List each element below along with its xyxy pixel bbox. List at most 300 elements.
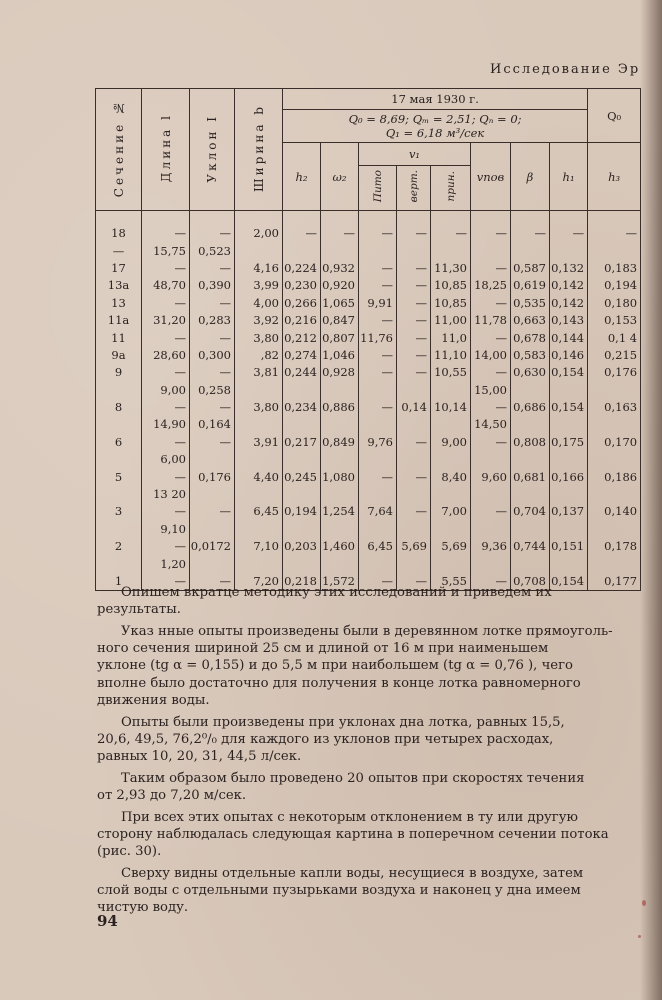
table-cell: —: [359, 364, 397, 381]
table-cell: —: [471, 573, 511, 591]
table-cell: 0,807: [321, 329, 359, 346]
table-cell: 10,55: [431, 364, 471, 381]
table-cell: [283, 555, 321, 572]
table-cell: [397, 382, 431, 399]
table-cell: [511, 451, 550, 468]
table-cell: [397, 242, 431, 259]
header-h2: h₂: [283, 143, 321, 211]
table-cell: [321, 555, 359, 572]
table-cell: —: [359, 225, 397, 242]
table-cell: 14,50: [471, 416, 511, 433]
table-cell: 0,143: [550, 312, 588, 329]
table-cell: 0,630: [511, 364, 550, 381]
table-cell: ,82: [235, 347, 283, 364]
table-cell: —: [397, 295, 431, 312]
table-cell: [397, 416, 431, 433]
table-cell: 4,16: [235, 260, 283, 277]
table-cell: [96, 382, 142, 399]
header-pito: Пито: [359, 166, 397, 211]
table-cell: 3,92: [235, 312, 283, 329]
table-cell: [321, 382, 359, 399]
table-cell: 0,663: [511, 312, 550, 329]
table-cell: 0,704: [511, 503, 550, 520]
table-cell: 7,20: [235, 573, 283, 591]
table-cell: 0,183: [588, 260, 641, 277]
table-cell: 0,153: [588, 312, 641, 329]
table-cell: 9,76: [359, 434, 397, 451]
table-cell: 1: [96, 573, 142, 591]
table-cell: —: [321, 225, 359, 242]
table-cell: —: [142, 329, 190, 346]
table-cell: 11,78: [471, 312, 511, 329]
table-cell: 1,20: [142, 555, 190, 572]
table-cell: [359, 382, 397, 399]
table-cell: —: [190, 260, 235, 277]
table-cell: 0,154: [550, 364, 588, 381]
table-cell: —: [96, 242, 142, 259]
table-cell: 0,180: [588, 295, 641, 312]
table-cell: [321, 521, 359, 538]
table-cell: 0,808: [511, 434, 550, 451]
table-cell: [359, 486, 397, 503]
table-cell: [96, 416, 142, 433]
table-cell: 10,14: [431, 399, 471, 416]
measurement-table: [95, 88, 641, 591]
paragraph-line: Опыты были произведены при уклонах дна лотка, равных 15,5,: [121, 715, 565, 730]
table-cell: 11,10: [431, 347, 471, 364]
table-cell: 0,215: [588, 347, 641, 364]
table-cell: 9,00: [142, 382, 190, 399]
paragraph-line: Опишем вкратце методику этих исследований и приведем их: [121, 585, 552, 600]
table-cell: 4,40: [235, 468, 283, 485]
table-cell: 5: [96, 468, 142, 485]
table-cell: —: [397, 312, 431, 329]
table-cell: 8,40: [431, 468, 471, 485]
table-cell: 2,00: [235, 225, 283, 242]
table-cell: 0,142: [550, 295, 588, 312]
table-cell: 0,151: [550, 538, 588, 555]
table-cell: —: [190, 434, 235, 451]
table-cell: 13: [96, 295, 142, 312]
table-cell: [190, 451, 235, 468]
table-row: [96, 555, 641, 572]
table-cell: 11,00: [431, 312, 471, 329]
table-cell: 0,177: [588, 573, 641, 591]
table-cell: [471, 555, 511, 572]
table-cell: 11а: [96, 312, 142, 329]
table-cell: 0,218: [283, 573, 321, 591]
table-cell: 31,20: [142, 312, 190, 329]
table-cell: [235, 521, 283, 538]
table-cell: [431, 486, 471, 503]
table-cell: —: [397, 260, 431, 277]
table-cell: [431, 451, 471, 468]
table-cell: 3,81: [235, 364, 283, 381]
table-row: [96, 416, 641, 433]
table-cell: 1,254: [321, 503, 359, 520]
table-cell: [550, 451, 588, 468]
table-cell: 0,678: [511, 329, 550, 346]
table-row: [96, 347, 641, 364]
table-cell: [321, 486, 359, 503]
paragraph-line: Сверху видны отдельные капли воды, несущиеся в воздухе, затем: [121, 866, 584, 881]
table-cell: —: [359, 399, 397, 416]
header-date: 17 мая 1930 г.: [283, 89, 588, 110]
table-cell: —: [397, 434, 431, 451]
table-cell: [511, 486, 550, 503]
table-cell: 10,85: [431, 295, 471, 312]
table-cell: [235, 555, 283, 572]
table-cell: [431, 521, 471, 538]
table-cell: [431, 382, 471, 399]
table-cell: —: [190, 399, 235, 416]
table-cell: —: [471, 503, 511, 520]
table-row: [96, 399, 641, 416]
table-cell: 0,212: [283, 329, 321, 346]
table-cell: —: [359, 468, 397, 485]
paragraph-line: вполне было достаточно для получения в конце лотка равномерного: [97, 676, 581, 691]
table-cell: —: [142, 399, 190, 416]
table-cell: [550, 555, 588, 572]
table-cell: 0,0172: [190, 538, 235, 555]
table-row: [96, 538, 641, 555]
table-cell: —: [190, 225, 235, 242]
table-row: [96, 486, 641, 503]
table-cell: [397, 451, 431, 468]
table-cell: —: [471, 329, 511, 346]
table-cell: —: [550, 225, 588, 242]
table-cell: —: [190, 295, 235, 312]
table-cell: 0,523: [190, 242, 235, 259]
table-row: [96, 295, 641, 312]
table-cell: 0,164: [190, 416, 235, 433]
table-cell: [359, 521, 397, 538]
table-cell: —: [142, 295, 190, 312]
table-cell: —: [190, 503, 235, 520]
table-cell: [588, 521, 641, 538]
ink-speck: [642, 900, 646, 906]
table-cell: [397, 521, 431, 538]
table-cell: [96, 451, 142, 468]
table-cell: [235, 451, 283, 468]
table-cell: 0,886: [321, 399, 359, 416]
table-body: [96, 211, 641, 591]
table-row: [96, 434, 641, 451]
table-cell: 9,36: [471, 538, 511, 555]
table-row: [96, 503, 641, 520]
table-cell: [431, 416, 471, 433]
paragraph-line: уклоне (tg α = 0,155) и до 5,5 м при наибольшем (tg α = 0,76 ), чего: [97, 658, 573, 673]
paragraph-line: результаты.: [97, 602, 181, 617]
table-cell: 3,80: [235, 399, 283, 416]
table-cell: [235, 486, 283, 503]
table-row: [96, 225, 641, 242]
table-cell: —: [431, 225, 471, 242]
table-cell: 0,194: [588, 277, 641, 294]
table-cell: 11,0: [431, 329, 471, 346]
table-cell: 0,744: [511, 538, 550, 555]
table-cell: 9,00: [431, 434, 471, 451]
table-cell: —: [142, 225, 190, 242]
table-cell: 0,1 4: [588, 329, 641, 346]
table-cell: —: [588, 225, 641, 242]
table-cell: [190, 521, 235, 538]
table-row: [96, 312, 641, 329]
table-cell: —: [471, 434, 511, 451]
table-cell: 0,535: [511, 295, 550, 312]
table-cell: 0,266: [283, 295, 321, 312]
table-cell: —: [142, 503, 190, 520]
table-cell: 0,154: [550, 573, 588, 591]
table-cell: —: [142, 573, 190, 591]
table-cell: 0,142: [550, 277, 588, 294]
table-cell: 11,30: [431, 260, 471, 277]
table-cell: —: [190, 364, 235, 381]
table-cell: 15,75: [142, 242, 190, 259]
paragraph-line: от 2,93 до 7,20 м/сек.: [97, 788, 247, 803]
table-row: [96, 451, 641, 468]
table-cell: [283, 486, 321, 503]
table-row: [96, 260, 641, 277]
table-cell: 6: [96, 434, 142, 451]
table-cell: —: [283, 225, 321, 242]
header-section: Сечение №: [96, 89, 142, 211]
table-cell: 17: [96, 260, 142, 277]
table-cell: —: [471, 225, 511, 242]
table-cell: —: [359, 312, 397, 329]
table-cell: —: [142, 468, 190, 485]
table-cell: 10,85: [431, 277, 471, 294]
table-cell: 0,686: [511, 399, 550, 416]
table-cell: 3,80: [235, 329, 283, 346]
table-cell: [397, 555, 431, 572]
table-cell: [96, 486, 142, 503]
table-cell: [588, 242, 641, 259]
header-flows: Q₀ = 8,69; Qₘ = 2,51; Qₙ = 0; Q₁ = 6,18 м³/сек: [283, 110, 588, 143]
table-cell: 15,00: [471, 382, 511, 399]
table-cell: 0,176: [190, 468, 235, 485]
table-cell: [511, 555, 550, 572]
table-cell: [471, 521, 511, 538]
table-cell: 1,065: [321, 295, 359, 312]
table-cell: 1,046: [321, 347, 359, 364]
table-cell: 9: [96, 364, 142, 381]
table-cell: —: [397, 503, 431, 520]
table-cell: —: [359, 260, 397, 277]
table-cell: [550, 521, 588, 538]
table-cell: [471, 486, 511, 503]
header-width: Ширина b: [235, 89, 283, 211]
table-cell: 0,224: [283, 260, 321, 277]
table-cell: 0,681: [511, 468, 550, 485]
table-cell: 0,283: [190, 312, 235, 329]
table-cell: —: [471, 399, 511, 416]
table-cell: 9,10: [142, 521, 190, 538]
table-cell: 0,176: [588, 364, 641, 381]
paragraph-line: 20,6, 49,5, 76,2⁰/₀ для каждого из уклонов при четырех расходах,: [97, 732, 554, 747]
table-cell: 0,216: [283, 312, 321, 329]
table-cell: —: [397, 364, 431, 381]
table-cell: 0,146: [550, 347, 588, 364]
table-row: [96, 277, 641, 294]
table-cell: 0,583: [511, 347, 550, 364]
table-cell: [511, 382, 550, 399]
header-v1: v₁: [359, 143, 471, 166]
table-cell: [359, 242, 397, 259]
table-cell: 0,178: [588, 538, 641, 555]
paragraph-line: слой воды с отдельными пузырьками воздуха и наконец у дна имеем: [97, 883, 581, 898]
header-q-next: Q₀: [588, 89, 641, 143]
table-cell: [359, 555, 397, 572]
table-cell: [321, 451, 359, 468]
table-cell: 1,460: [321, 538, 359, 555]
table-cell: 18,25: [471, 277, 511, 294]
table-cell: 0,390: [190, 277, 235, 294]
table-cell: [96, 555, 142, 572]
table-cell: 0,186: [588, 468, 641, 485]
header-vert: верт.: [397, 166, 431, 211]
table-cell: 0,847: [321, 312, 359, 329]
header-vpov: vпов: [471, 143, 511, 211]
table-cell: 7,10: [235, 538, 283, 555]
header-h3: h₃: [588, 143, 641, 211]
table-cell: [588, 486, 641, 503]
table-cell: 9а: [96, 347, 142, 364]
table-cell: —: [190, 573, 235, 591]
table-cell: 2: [96, 538, 142, 555]
table-cell: 13 20: [142, 486, 190, 503]
table-cell: 13а: [96, 277, 142, 294]
table-cell: [471, 451, 511, 468]
table-cell: 0,932: [321, 260, 359, 277]
table-cell: 5,69: [397, 538, 431, 555]
table-cell: 3: [96, 503, 142, 520]
paragraph-line: При всех этих опытах с некоторым отклонением в ту или другую: [121, 810, 578, 825]
table-cell: [321, 242, 359, 259]
table-cell: 5,69: [431, 538, 471, 555]
paragraph-line: сторону наблюдалась следующая картина в поперечном сечении потока: [97, 827, 609, 842]
table-cell: [471, 242, 511, 259]
table-cell: 5,55: [431, 573, 471, 591]
table-cell: [550, 486, 588, 503]
table-cell: 0,14: [397, 399, 431, 416]
table-cell: 0,137: [550, 503, 588, 520]
table-cell: 0,234: [283, 399, 321, 416]
table-cell: —: [397, 573, 431, 591]
table-cell: 0,140: [588, 503, 641, 520]
table-cell: 0,587: [511, 260, 550, 277]
table-cell: 0,619: [511, 277, 550, 294]
table-cell: —: [471, 364, 511, 381]
table-cell: [588, 451, 641, 468]
table-cell: [96, 521, 142, 538]
table-cell: 0,849: [321, 434, 359, 451]
table-cell: —: [142, 538, 190, 555]
table-cell: —: [142, 364, 190, 381]
table-cell: [190, 555, 235, 572]
table-cell: [431, 555, 471, 572]
table-cell: 0,175: [550, 434, 588, 451]
table-cell: [511, 242, 550, 259]
table-cell: [283, 242, 321, 259]
table-cell: [550, 382, 588, 399]
paragraph-line: движения воды.: [97, 693, 210, 708]
table-cell: 6,00: [142, 451, 190, 468]
table-cell: [511, 416, 550, 433]
paragraph-line: ного сечения шириной 25 см и длиной от 16 м при наименьшем: [97, 641, 549, 656]
table-cell: 0,163: [588, 399, 641, 416]
table-cell: [550, 242, 588, 259]
running-header: Исследование Эр: [490, 62, 641, 77]
table-cell: 7,64: [359, 503, 397, 520]
table-cell: 8: [96, 399, 142, 416]
table-cell: 1,572: [321, 573, 359, 591]
table-cell: —: [142, 434, 190, 451]
table-row: [96, 329, 641, 346]
header-beta: β: [511, 143, 550, 211]
table-cell: 1,080: [321, 468, 359, 485]
table-row: [96, 382, 641, 399]
table-cell: —: [397, 225, 431, 242]
table-cell: —: [511, 225, 550, 242]
table-cell: 0,194: [283, 503, 321, 520]
table-cell: 0,170: [588, 434, 641, 451]
table-cell: [431, 242, 471, 259]
table-cell: —: [397, 329, 431, 346]
table-cell: 9,91: [359, 295, 397, 312]
table-row: [96, 468, 641, 485]
table-cell: —: [397, 468, 431, 485]
table-row: [96, 521, 641, 538]
table-cell: 0,300: [190, 347, 235, 364]
table-cell: —: [397, 277, 431, 294]
table-row: [96, 364, 641, 381]
table-cell: [321, 416, 359, 433]
table-cell: 0,154: [550, 399, 588, 416]
table-cell: 0,258: [190, 382, 235, 399]
table-cell: 0,245: [283, 468, 321, 485]
table-cell: [283, 416, 321, 433]
table-cell: 48,70: [142, 277, 190, 294]
table-cell: [283, 451, 321, 468]
table-cell: [235, 416, 283, 433]
table-cell: 3,91: [235, 434, 283, 451]
table-cell: 9,60: [471, 468, 511, 485]
table-cell: —: [142, 260, 190, 277]
paragraph-line: Таким образом было проведено 20 опытов при скоростях течения: [121, 771, 585, 786]
table-cell: —: [359, 277, 397, 294]
header-length: Длина l: [142, 89, 190, 211]
header-h1: h₁: [550, 143, 588, 211]
table-cell: 7,00: [431, 503, 471, 520]
table-cell: 6,45: [359, 538, 397, 555]
table-cell: 0,274: [283, 347, 321, 364]
table-cell: [588, 555, 641, 572]
paragraph-line: чистую воду.: [97, 900, 189, 915]
paragraph-line: Указ нные опыты произведены были в деревянном лотке прямоуголь-: [121, 624, 613, 639]
table-cell: —: [471, 260, 511, 277]
table-cell: [235, 242, 283, 259]
table-cell: 0,920: [321, 277, 359, 294]
paragraph-line: равных 10, 20, 31, 44,5 л/сек.: [97, 749, 302, 764]
table-cell: 14,00: [471, 347, 511, 364]
table-cell: [283, 521, 321, 538]
page-number: 94: [97, 912, 118, 930]
table-cell: —: [471, 295, 511, 312]
table-cell: 0,217: [283, 434, 321, 451]
table-cell: 28,60: [142, 347, 190, 364]
table-cell: [359, 416, 397, 433]
